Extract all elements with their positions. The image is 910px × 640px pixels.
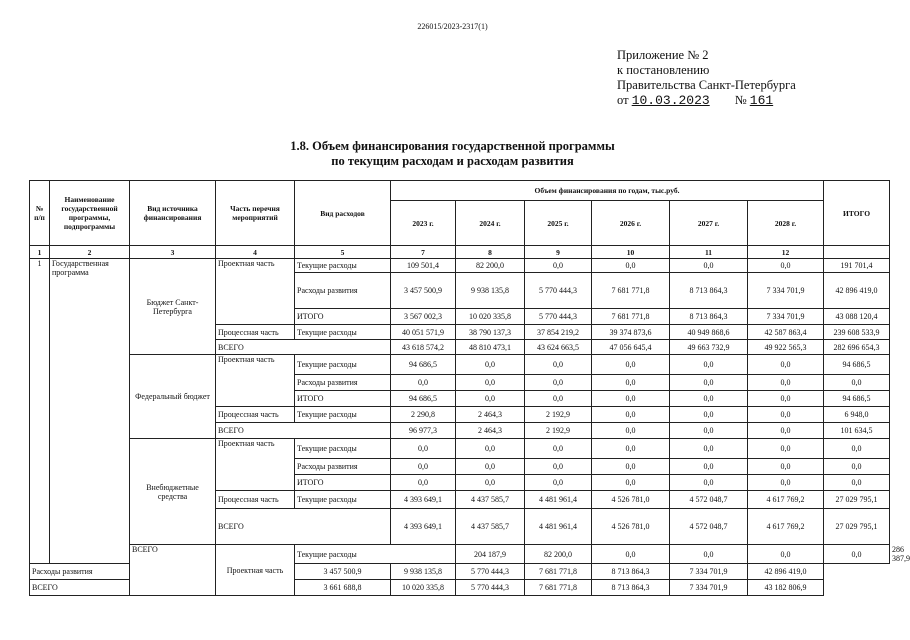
value-cell: 4 437 585,7 xyxy=(456,509,525,545)
value-cell: 5 770 444,3 xyxy=(456,564,525,580)
table-row xyxy=(30,355,890,375)
total-cell: 191 701,4 xyxy=(824,259,890,273)
value-cell: 49 922 565,3 xyxy=(748,340,824,355)
header-year: 2027 г. xyxy=(670,201,748,246)
value-cell: 43 618 574,2 xyxy=(391,340,456,355)
value-cell: 3 457 500,9 xyxy=(391,273,456,309)
value-cell: 8 713 864,3 xyxy=(592,580,670,596)
value-cell: 0,0 xyxy=(525,391,592,407)
total-cell: 27 029 795,1 xyxy=(824,509,890,545)
value-cell: 0,0 xyxy=(391,475,456,491)
value-cell: 2 192,9 xyxy=(525,423,592,439)
number-label: № xyxy=(734,93,747,107)
part-project: Проектная часть xyxy=(216,545,295,596)
value-cell: 49 663 732,9 xyxy=(670,340,748,355)
column-number: 9 xyxy=(525,246,592,259)
total-cell: 94 686,5 xyxy=(824,391,890,407)
value-cell: 0,0 xyxy=(525,375,592,391)
column-number: 11 xyxy=(670,246,748,259)
value-cell: 109 501,4 xyxy=(391,259,456,273)
value-cell: 0,0 xyxy=(670,423,748,439)
value-cell: 0,0 xyxy=(670,391,748,407)
total-cell: 0,0 xyxy=(824,375,890,391)
from-label: от xyxy=(617,93,629,107)
value-cell: 10 020 335,8 xyxy=(391,580,456,596)
value-cell: 7 681 771,8 xyxy=(525,580,592,596)
value-cell: 2 290,8 xyxy=(391,407,456,423)
value-cell: 0,0 xyxy=(592,355,670,375)
value-cell: 9 938 135,8 xyxy=(456,273,525,309)
value-cell: 4 481 961,4 xyxy=(525,509,592,545)
column-number xyxy=(824,246,890,259)
header-part: Часть перечня мероприятий xyxy=(216,181,295,246)
appendix-block xyxy=(617,48,796,108)
expense-current: Текущие расходы xyxy=(295,439,391,459)
value-cell: 3 661 688,8 xyxy=(295,580,391,596)
total-cell: 27 029 795,1 xyxy=(824,491,890,509)
value-cell: 3 567 002,3 xyxy=(391,309,456,325)
value-cell: 82 200,0 xyxy=(456,259,525,273)
value-cell: 0,0 xyxy=(748,375,824,391)
value-cell: 0,0 xyxy=(592,439,670,459)
total-label: ВСЕГО xyxy=(216,423,391,439)
expense-current: Текущие расходы xyxy=(295,259,391,273)
value-cell: 4 393 649,1 xyxy=(391,509,456,545)
value-cell: 0,0 xyxy=(592,423,670,439)
header-expense: Вид расходов xyxy=(295,181,391,246)
expense-current: Текущие расходы xyxy=(295,355,391,375)
value-cell: 4 572 048,7 xyxy=(670,509,748,545)
column-number: 7 xyxy=(391,246,456,259)
expense-itogo: ИТОГО xyxy=(295,309,391,325)
value-cell: 82 200,0 xyxy=(525,545,592,564)
value-cell: 0,0 xyxy=(592,459,670,475)
total-cell: 101 634,5 xyxy=(824,423,890,439)
value-cell: 37 854 219,2 xyxy=(525,325,592,340)
value-cell: 39 374 873,6 xyxy=(592,325,670,340)
value-cell: 0,0 xyxy=(391,459,456,475)
value-cell: 0,0 xyxy=(592,545,670,564)
part-process: Процессная часть xyxy=(216,407,295,423)
value-cell: 2 464,3 xyxy=(456,423,525,439)
value-cell: 5 770 444,3 xyxy=(456,580,525,596)
value-cell: 0,0 xyxy=(456,439,525,459)
value-cell: 0,0 xyxy=(456,475,525,491)
expense-dev: Расходы развития xyxy=(30,564,130,580)
column-number: 4 xyxy=(216,246,295,259)
value-cell: 43 624 663,5 xyxy=(525,340,592,355)
value-cell: 0,0 xyxy=(670,259,748,273)
value-cell: 0,0 xyxy=(391,439,456,459)
column-number: 3 xyxy=(130,246,216,259)
source-extrabudgetary: Внебюджетные средства xyxy=(130,439,216,545)
value-cell: 3 457 500,9 xyxy=(295,564,391,580)
expense-dev: Расходы развития xyxy=(295,273,391,309)
value-cell: 10 020 335,8 xyxy=(456,309,525,325)
value-cell: 0,0 xyxy=(748,459,824,475)
value-cell: 7 334 701,9 xyxy=(748,273,824,309)
header-source: Вид источника финансирования xyxy=(130,181,216,246)
total-label: ВСЕГО xyxy=(216,509,391,545)
value-cell: 4 617 769,2 xyxy=(748,509,824,545)
value-cell: 7 681 771,8 xyxy=(592,309,670,325)
value-cell: 0,0 xyxy=(670,475,748,491)
part-process: Процессная часть xyxy=(216,325,295,340)
part-project: Проектная часть xyxy=(216,355,295,407)
source-budget-spb: Бюджет Санкт-Петербурга xyxy=(130,259,216,355)
value-cell: 4 393 649,1 xyxy=(391,491,456,509)
column-number: 10 xyxy=(592,246,670,259)
value-cell: 0,0 xyxy=(748,475,824,491)
value-cell: 94 686,5 xyxy=(391,355,456,375)
value-cell: 5 770 444,3 xyxy=(525,309,592,325)
value-cell: 48 810 473,1 xyxy=(456,340,525,355)
header-year: 2026 г. xyxy=(592,201,670,246)
value-cell: 0,0 xyxy=(670,545,748,564)
appendix-date-line xyxy=(617,93,796,108)
total-cell: 42 896 419,0 xyxy=(748,564,824,580)
value-cell: 0,0 xyxy=(525,439,592,459)
value-cell: 0,0 xyxy=(748,545,824,564)
column-number: 8 xyxy=(456,246,525,259)
table-row xyxy=(30,259,890,273)
source-federal: Федеральный бюджет xyxy=(130,355,216,439)
expense-dev: Расходы развития xyxy=(295,459,391,475)
value-cell: 0,0 xyxy=(525,259,592,273)
appendix-decree: к постановлению xyxy=(617,63,710,77)
value-cell: 94 686,5 xyxy=(391,391,456,407)
value-cell: 42 587 863,4 xyxy=(748,325,824,340)
value-cell: 0,0 xyxy=(456,375,525,391)
value-cell: 7 334 701,9 xyxy=(748,309,824,325)
header-name: Наименование государственной программы, подпрограммы xyxy=(50,181,130,246)
value-cell: 0,0 xyxy=(824,545,890,564)
total-cell: 6 948,0 xyxy=(824,407,890,423)
table-row xyxy=(30,439,890,459)
value-cell: 4 437 585,7 xyxy=(456,491,525,509)
value-cell: 0,0 xyxy=(670,439,748,459)
total-cell: 0,0 xyxy=(824,459,890,475)
value-cell: 0,0 xyxy=(748,407,824,423)
table-row: ВСЕГО Проектная часть Текущие расходы 204 187,9 82 200,0 0,0 0,0 0,0 0,0 286 387,9 xyxy=(30,545,890,564)
value-cell: 0,0 xyxy=(525,459,592,475)
value-cell: 0,0 xyxy=(670,355,748,375)
row-number: 1 xyxy=(30,259,50,564)
heading-line-1: 1.8. Объем финансирования государственной программы xyxy=(290,139,615,153)
value-cell: 0,0 xyxy=(592,391,670,407)
value-cell: 0,0 xyxy=(670,375,748,391)
value-cell: 2 464,3 xyxy=(456,407,525,423)
expense-current: Текущие расходы xyxy=(295,325,391,340)
total-cell: 0,0 xyxy=(824,475,890,491)
value-cell: 0,0 xyxy=(748,439,824,459)
value-cell: 0,0 xyxy=(748,423,824,439)
value-cell: 0,0 xyxy=(748,355,824,375)
program-name: Государственная программа xyxy=(50,259,130,564)
expense-current: Текущие расходы xyxy=(295,407,391,423)
expense-dev: Расходы развития xyxy=(295,375,391,391)
decree-date: 10.03.2023 xyxy=(631,93,710,108)
value-cell: 0,0 xyxy=(670,459,748,475)
part-project: Проектная часть xyxy=(216,259,295,325)
value-cell: 8 713 864,3 xyxy=(592,564,670,580)
value-cell: 4 617 769,2 xyxy=(748,491,824,509)
value-cell: 0,0 xyxy=(592,375,670,391)
value-cell: 40 051 571,9 xyxy=(391,325,456,340)
expense-current: Текущие расходы xyxy=(295,545,456,564)
value-cell: 40 949 868,6 xyxy=(670,325,748,340)
total-cell: 42 896 419,0 xyxy=(824,273,890,309)
value-cell: 8 713 864,3 xyxy=(670,309,748,325)
header-num: № п/п xyxy=(30,181,50,246)
grand-total-label: ВСЕГО xyxy=(130,545,216,596)
expense-current: Текущие расходы xyxy=(295,491,391,509)
value-cell: 4 481 961,4 xyxy=(525,491,592,509)
value-cell: 0,0 xyxy=(456,355,525,375)
value-cell: 0,0 xyxy=(748,259,824,273)
value-cell: 0,0 xyxy=(525,355,592,375)
value-cell: 7 334 701,9 xyxy=(670,580,748,596)
value-cell: 2 192,9 xyxy=(525,407,592,423)
value-cell: 0,0 xyxy=(592,259,670,273)
header-year: 2024 г. xyxy=(456,201,525,246)
header-total: ИТОГО xyxy=(824,181,890,246)
column-number: 5 xyxy=(295,246,391,259)
value-cell: 4 572 048,7 xyxy=(670,491,748,509)
value-cell: 0,0 xyxy=(456,391,525,407)
total-cell: 282 696 654,3 xyxy=(824,340,890,355)
section-heading xyxy=(0,139,905,169)
value-cell: 8 713 864,3 xyxy=(670,273,748,309)
value-cell: 47 056 645,4 xyxy=(592,340,670,355)
header-year: 2025 г. xyxy=(525,201,592,246)
value-cell: 38 790 137,3 xyxy=(456,325,525,340)
value-cell: 0,0 xyxy=(592,475,670,491)
value-cell: 0,0 xyxy=(670,407,748,423)
total-cell: 239 608 533,9 xyxy=(824,325,890,340)
value-cell: 7 681 771,8 xyxy=(592,273,670,309)
heading-line-2: по текущим расходам и расходам развития xyxy=(331,154,574,168)
value-cell: 0,0 xyxy=(391,375,456,391)
total-cell: 43 088 120,4 xyxy=(824,309,890,325)
value-cell: 4 526 781,0 xyxy=(592,491,670,509)
total-label: ВСЕГО xyxy=(216,340,391,355)
value-cell: 0,0 xyxy=(525,475,592,491)
part-project: Проектная часть xyxy=(216,439,295,491)
value-cell: 7 334 701,9 xyxy=(670,564,748,580)
value-cell: 9 938 135,8 xyxy=(391,564,456,580)
decree-number: 161 xyxy=(749,93,774,108)
value-cell: 0,0 xyxy=(456,459,525,475)
header-volume: Объем финансирования по годам, тыс.руб. xyxy=(391,181,824,201)
part-process: Процессная часть xyxy=(216,491,295,509)
value-cell: 5 770 444,3 xyxy=(525,273,592,309)
header-year: 2028 г. xyxy=(748,201,824,246)
header-year: 2023 г. xyxy=(391,201,456,246)
total-cell: 0,0 xyxy=(824,439,890,459)
value-cell: 4 526 781,0 xyxy=(592,509,670,545)
financing-table xyxy=(29,180,910,596)
column-numbers-row xyxy=(30,246,890,259)
total-cell: 94 686,5 xyxy=(824,355,890,375)
value-cell: 7 681 771,8 xyxy=(525,564,592,580)
value-cell: 0,0 xyxy=(592,407,670,423)
document-number: 226015/2023-2317(1) xyxy=(417,22,488,31)
expense-itogo: ИТОГО xyxy=(295,475,391,491)
expense-itogo: ИТОГО xyxy=(295,391,391,407)
total-cell: 43 182 806,9 xyxy=(748,580,824,596)
value-cell: 0,0 xyxy=(748,391,824,407)
column-number: 1 xyxy=(30,246,50,259)
column-number: 12 xyxy=(748,246,824,259)
value-cell: 96 977,3 xyxy=(391,423,456,439)
value-cell: 204 187,9 xyxy=(456,545,525,564)
appendix-government: Правительства Санкт-Петербурга xyxy=(617,78,796,92)
appendix-title: Приложение № 2 xyxy=(617,48,709,62)
column-number: 2 xyxy=(50,246,130,259)
total-label: ВСЕГО xyxy=(30,580,130,596)
